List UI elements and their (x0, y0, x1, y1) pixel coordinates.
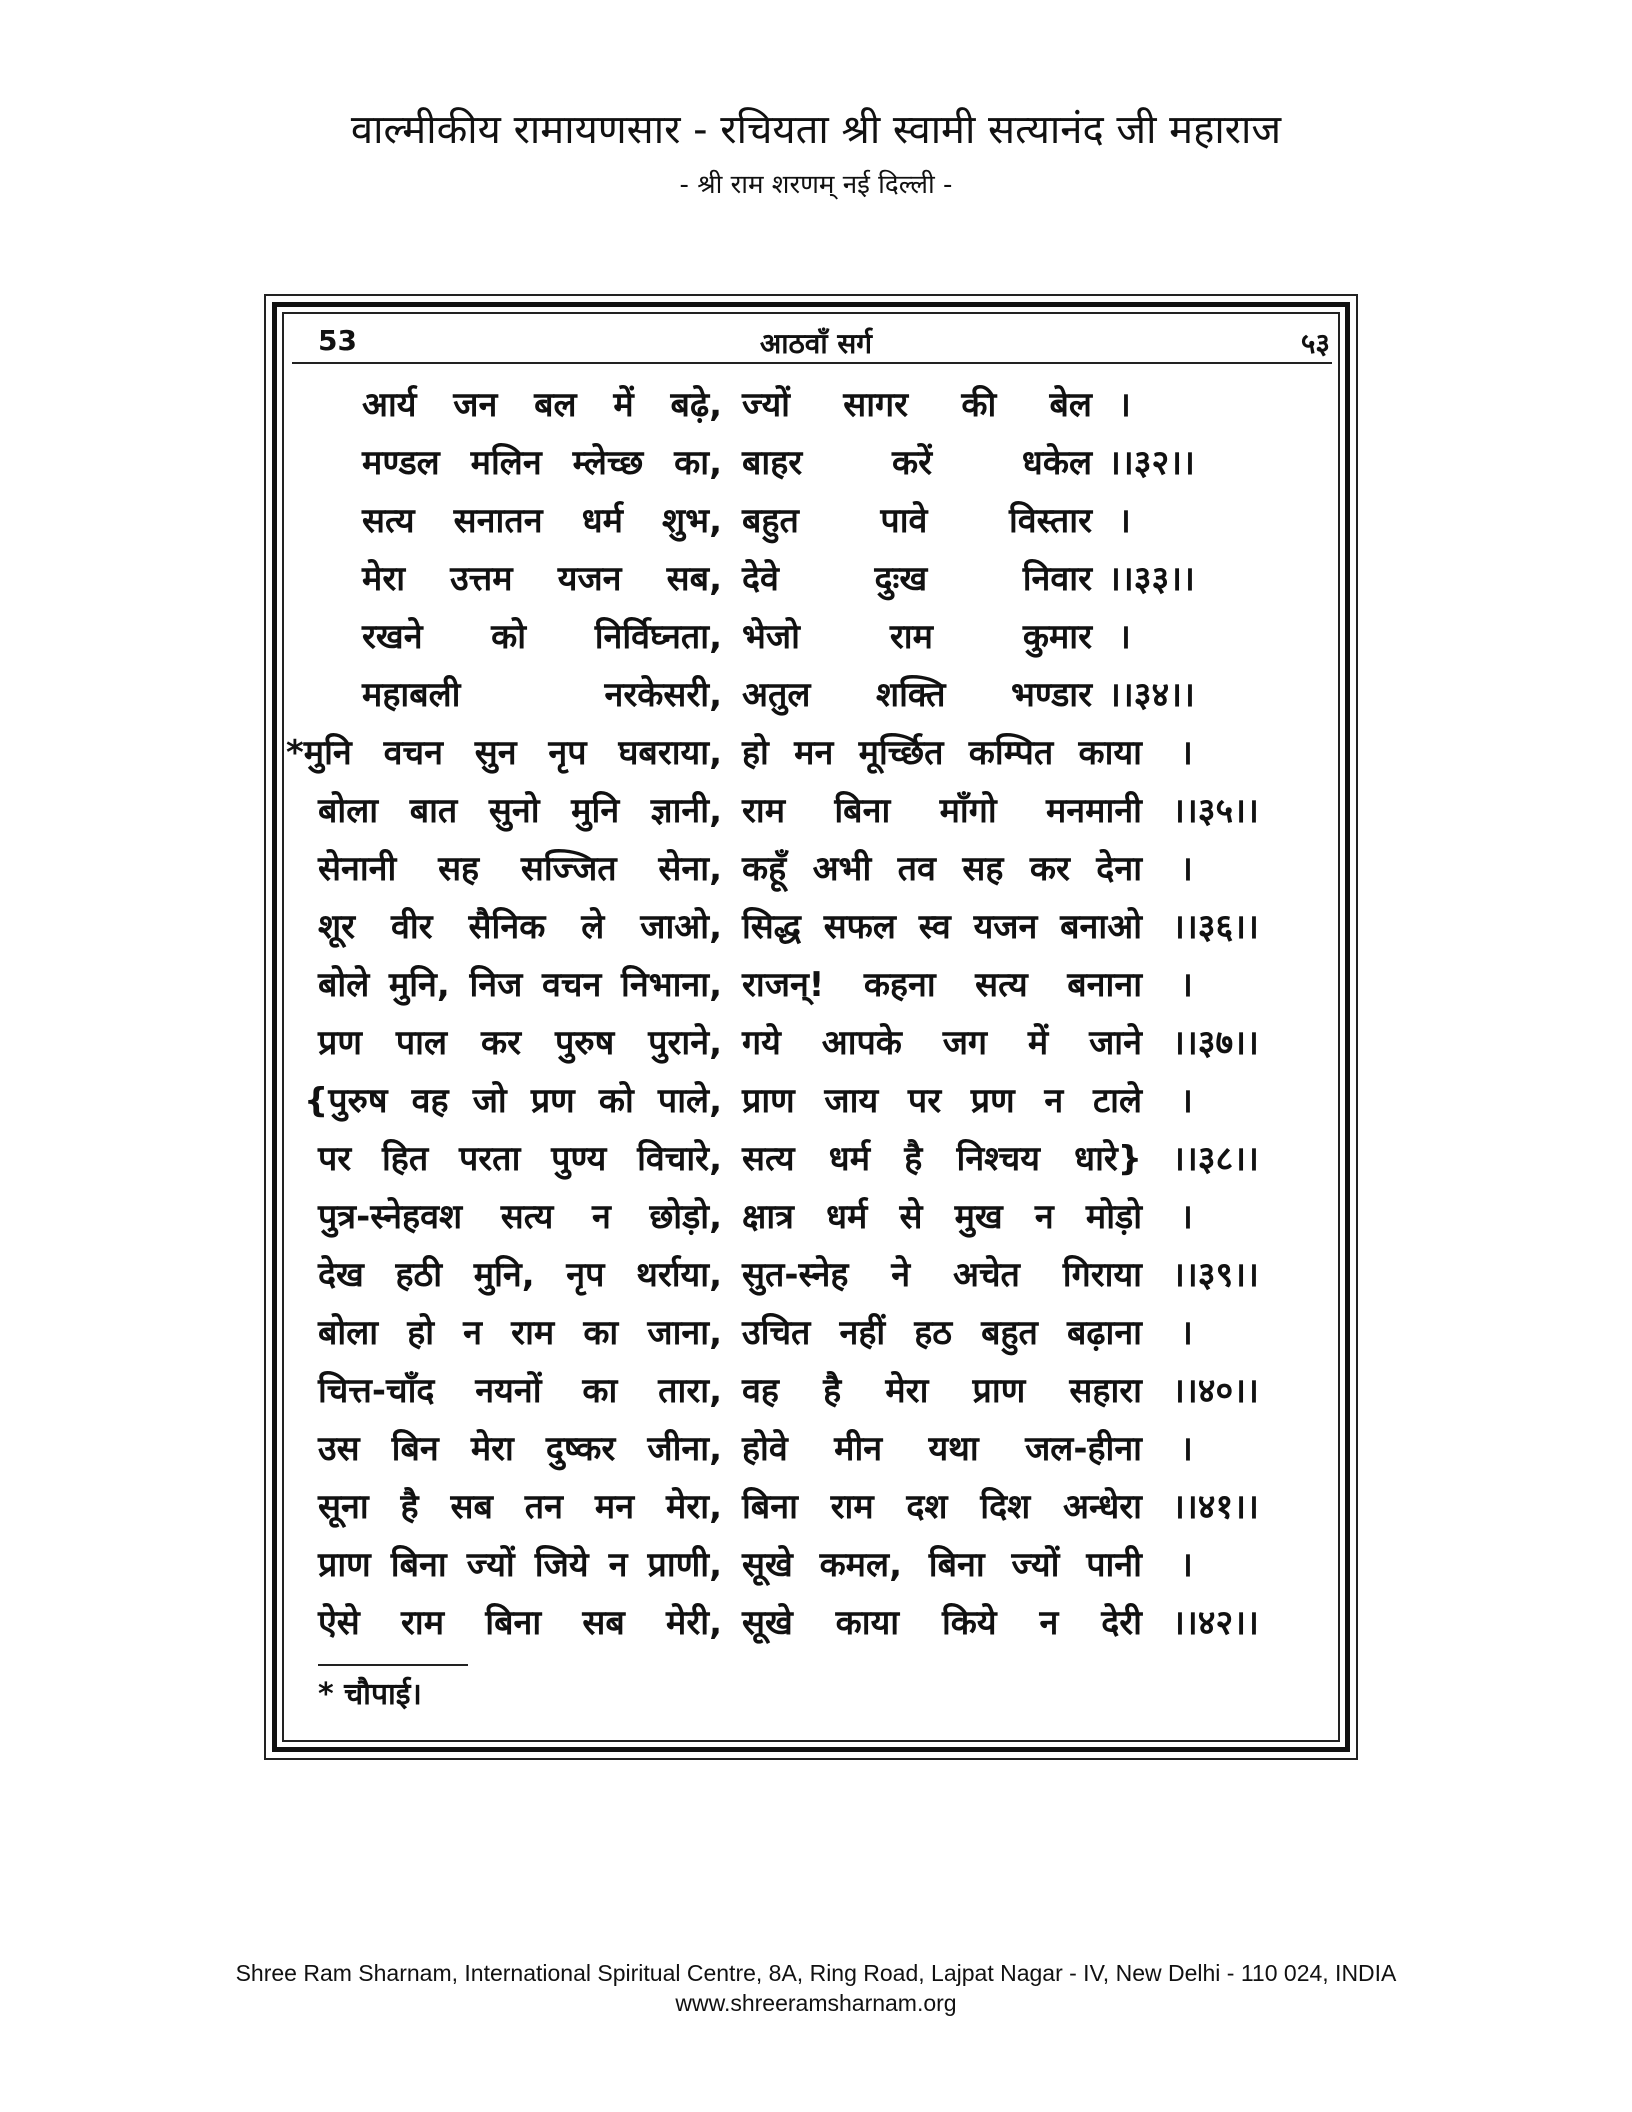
verse-second-half: अतुल शक्ति भण्डार (742, 675, 1092, 715)
verse-end-mark: ।।३४।। (1108, 675, 1195, 715)
verse-end-mark: ।।४२।। (1172, 1603, 1259, 1643)
verse-second-half: उचित नहीं हठ बहुत बढ़ाना (742, 1313, 1142, 1353)
verse-first-half: उस बिन मेरा दुष्कर जीना, (318, 1429, 722, 1469)
verse-first-half: महाबली नरकेसरी, (362, 675, 722, 715)
verse-end-mark: । (1180, 849, 1193, 889)
verse-second-half: हो मन मूर्च्छित कम्पित काया (742, 733, 1142, 773)
verse-second-half: कहूँ अभी तव सह कर देना (742, 849, 1142, 889)
verse-second-half: सिद्ध सफल स्व यजन बनाओ (742, 907, 1142, 947)
verse-end-mark: ।।४०।। (1172, 1371, 1259, 1411)
verse-end-mark: । (1180, 965, 1193, 1005)
verse-second-half: वह है मेरा प्राण सहारा (742, 1371, 1142, 1411)
footer-address: Shree Ram Sharnam, International Spiritual Centre, 8A, Ring Road, Lajpat Nagar - IV, New Delhi - 110 024, INDIA (235, 1960, 1397, 1986)
verse-second-half: प्राण जाय पर प्रण न टाले (742, 1081, 1142, 1121)
page-number-right: ५३ (1300, 327, 1330, 360)
footnote-divider (318, 1664, 468, 1666)
verse-end-mark: ।।४१।। (1172, 1487, 1259, 1527)
verse-end-mark: । (1118, 501, 1131, 541)
section-title: आठवाँ सर्ग (759, 327, 873, 360)
verse-first-half: चित्त-चाँद नयनों का तारा, (318, 1371, 722, 1411)
verse-first-half: रखने को निर्विघ्नता, (362, 617, 722, 657)
verse-second-half: राम बिना माँगो मनमानी (742, 791, 1142, 831)
verse-second-half: राजन्! कहना सत्य बनाना (742, 965, 1142, 1005)
verse-second-half: बाहर करें धकेल (742, 443, 1092, 483)
verse-second-half: सत्य धर्म है निश्चय धारे} (742, 1139, 1142, 1179)
header-divider (292, 362, 1332, 364)
verse-second-half: गये आपके जग में जाने (742, 1023, 1142, 1063)
verse-end-mark: । (1180, 733, 1193, 773)
verse-first-half: सत्य सनातन धर्म शुभ, (362, 501, 722, 541)
verse-end-mark: ।।३३।। (1108, 559, 1195, 599)
verse-end-mark: ।।३५।। (1172, 791, 1259, 831)
document-title: वाल्मीकीय रामायणसार - रचियता श्री स्वामी सत्यानंद जी महाराज (350, 107, 1282, 153)
verse-first-half: ऐसे राम बिना सब मेरी, (318, 1603, 722, 1643)
verse-end-mark: । (1180, 1081, 1193, 1121)
verse-first-half: आर्य जन बल में बढ़े, (362, 385, 722, 425)
verse-first-half: मण्डल मलिन म्लेच्छ का, (362, 443, 722, 483)
verse-end-mark: ।।३९।। (1172, 1255, 1259, 1295)
verse-first-half: पर हित परता पुण्य विचारे, (318, 1139, 722, 1179)
verse-second-half: बहुत पावे विस्तार (742, 501, 1092, 541)
verse-end-mark: । (1180, 1197, 1193, 1237)
verse-second-half: भेजो राम कुमार (742, 617, 1092, 657)
verse-first-half: पुत्र-स्नेहवश सत्य न छोड़ो, (318, 1197, 722, 1237)
page-number-left: 53 (318, 324, 357, 357)
verse-end-mark: ।।३२।। (1108, 443, 1195, 483)
verse-end-mark: । (1180, 1429, 1193, 1469)
verse-second-half: होवे मीन यथा जल-हीना (742, 1429, 1142, 1469)
verse-end-mark: । (1180, 1313, 1193, 1353)
verse-first-half: सूना है सब तन मन मेरा, (318, 1487, 722, 1527)
verse-first-half: सेनानी सह सज्जित सेना, (318, 849, 722, 889)
verse-second-half: सूखे कमल, बिना ज्यों पानी (742, 1545, 1142, 1585)
verse-first-half: देख हठी मुनि, नृप थर्राया, (318, 1255, 722, 1295)
verse-first-half: {पुरुष वह जो प्रण को पाले, (304, 1081, 722, 1121)
verse-first-half: बोले मुनि, निज वचन निभाना, (318, 965, 722, 1005)
verse-first-half: प्रण पाल कर पुरुष पुराने, (318, 1023, 722, 1063)
footnote: * चौपाई। (318, 1677, 422, 1712)
verse-first-half: *मुनि वचन सुन नृप घबराया, (286, 733, 722, 773)
verse-second-half: सूखे काया किये न देरी (742, 1603, 1142, 1643)
document-subtitle: - श्री राम शरणम् नई दिल्ली - (679, 170, 953, 200)
verse-end-mark: । (1180, 1545, 1193, 1585)
verse-end-mark: ।।३६।। (1172, 907, 1259, 947)
verse-first-half: बोला हो न राम का जाना, (318, 1313, 722, 1353)
verse-first-half: प्राण बिना ज्यों जिये न प्राणी, (318, 1545, 722, 1585)
verse-second-half: सुत-स्नेह ने अचेत गिराया (742, 1255, 1142, 1295)
verse-first-half: शूर वीर सैनिक ले जाओ, (318, 907, 722, 947)
verse-second-half: देवे दुःख निवार (742, 559, 1092, 599)
verse-end-mark: । (1118, 385, 1131, 425)
verse-end-mark: ।।३७।। (1172, 1023, 1259, 1063)
verse-second-half: ज्यों सागर की बेल (742, 385, 1092, 425)
verse-second-half: क्षात्र धर्म से मुख न मोड़ो (742, 1197, 1142, 1237)
verse-second-half: बिना राम दश दिश अन्धेरा (742, 1487, 1142, 1527)
verse-first-half: मेरा उत्तम यजन सब, (362, 559, 722, 599)
verse-first-half: बोला बात सुनो मुनि ज्ञानी, (318, 791, 722, 831)
verse-end-mark: । (1118, 617, 1131, 657)
footer-website[interactable]: www.shreeramsharnam.org (675, 1990, 957, 2016)
verse-end-mark: ।।३८।। (1172, 1139, 1259, 1179)
